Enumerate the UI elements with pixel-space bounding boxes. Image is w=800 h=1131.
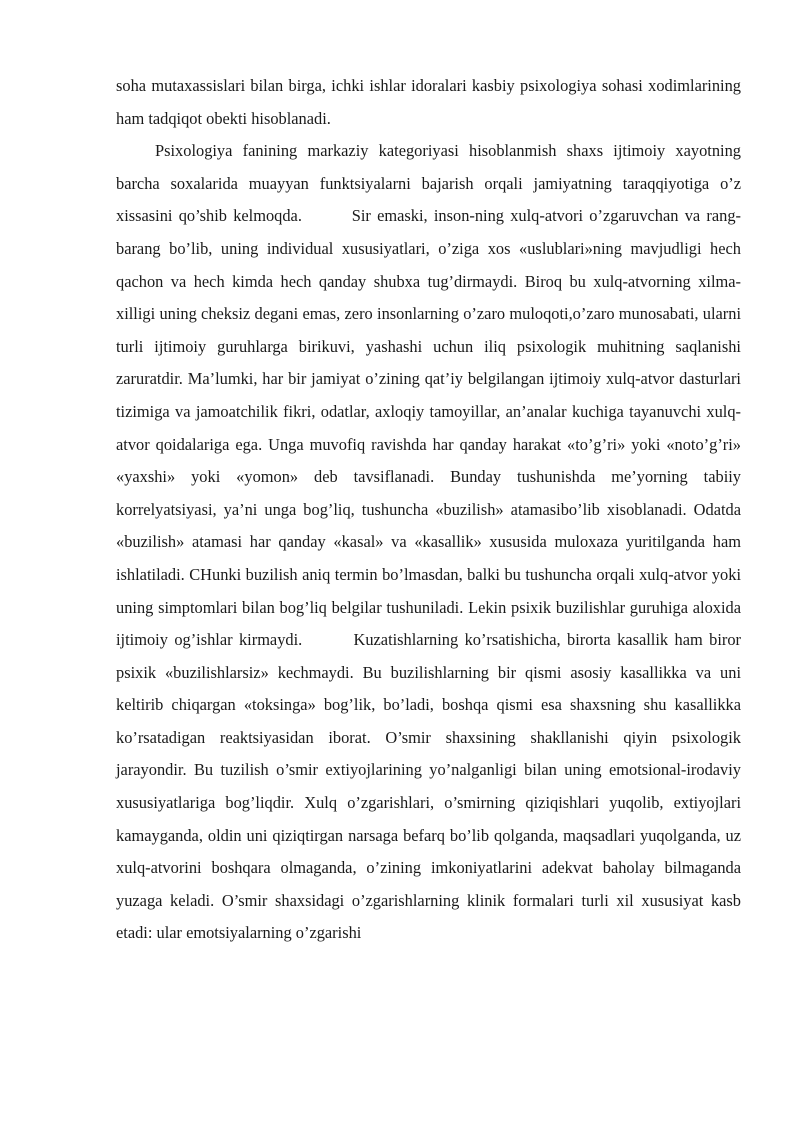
document-page	[116, 70, 741, 950]
paragraph-continuation: soha mutaxassislari bilan birga, ichki ishlar idoralari kasbiy psixologiya sohasi xodimlarining ham tadqiqot obekti hisoblanadi.	[116, 76, 741, 128]
paragraph-main: Psixologiya fanining markaziy kategoriyasi hisoblanmish shaxs ijtimoiy xayotning barcha soxalarida muayyan funktsiyalarni bajarish orqali jamiyatning taraqqiyotiga o’z xissasini qo’shib kelmoqda. Sir emaski, inson-ning xulq-atvori o’zgaruvchan va rang-barang bo’lib, uning individual xususiyatlari, o’ziga xos «uslublari»ning mavjudligi hech qachon va hech kimda hech qanday shubxa tug’dirmaydi. Biroq bu xulq-atvorning xilma-xilligi uning cheksiz degani emas, zero insonlarning o’zaro muloqoti,o’zaro munosabati, ularni turli ijtimoiy guruhlarga birikuvi, yashashi uchun iliq psixologik muhitning saqlanishi zaruratdir. Ma’lumki, har bir jamiyat o’zining qat’iy belgilangan ijtimoiy xulq-atvor dasturlari tizimiga va jamoatchilik fikri, odatlar, axloqiy tamoyillar, an’analar kuchiga tayanuvchi xulq-atvor qoidalariga ega. Unga muvofiq ravishda har qanday harakat «to’g’ri» yoki «noto’g’ri» «yaxshi» yoki «yomon» deb tavsiflanadi. Bunday tushunishda me’yorning tabiiy korrelyatsiyasi, ya’ni unga bog’liq, tushuncha «buzilish» atamasibo’lib xisoblanadi. Odatda «buzilish» atamasi har qanday «kasal» va «kasallik» xususida muloxaza yuritilganda ham ishlatiladi. CHunki buzilish aniq termin bo’lmasdan, balki bu tushuncha orqali xulq-atvor yoki uning simptomlari bilan bog’liq belgilar tushuniladi. Lekin psixik buzilishlar guruhiga aloxida ijtimoiy og’ishlar kirmaydi. Kuzatishlarning ko’rsatishicha, birorta kasallik ham biror psixik «buzilishlarsiz» kechmaydi. Bu buzilishlarning bir qismi asosiy kasallikka va uni keltirib chiqargan «toksinga» bog’lik, bo’ladi, boshqa qismi esa shaxsning shu kasallikka ko’rsatadigan reaktsiyasidan iborat. O’smir shaxsining shakllanishi qiyin psixologik jarayondir. Bu tuzilish o’smir extiyojlarining yo’nalganligi bilan uning emotsional-irodaviy xususiyatlariga bog’liqdir. Xulq o’zgarishlari, o’smirning qiziqishlari yuqolib, extiyojlari kamayganda, oldin uni qiziqtirgan narsaga befarq bo’lib qolganda, maqsadlari yuqolganda, uz xulq-atvorini boshqara olmaganda, o’zining imkoniyatlarini adekvat baholay bilmaganda yuzaga keladi. O’smir shaxsidagi o’zgarishlarning klinik formalari turli xil xususiyat kasb etadi: ular emotsiyalarning o’zgarishi	[116, 141, 741, 943]
